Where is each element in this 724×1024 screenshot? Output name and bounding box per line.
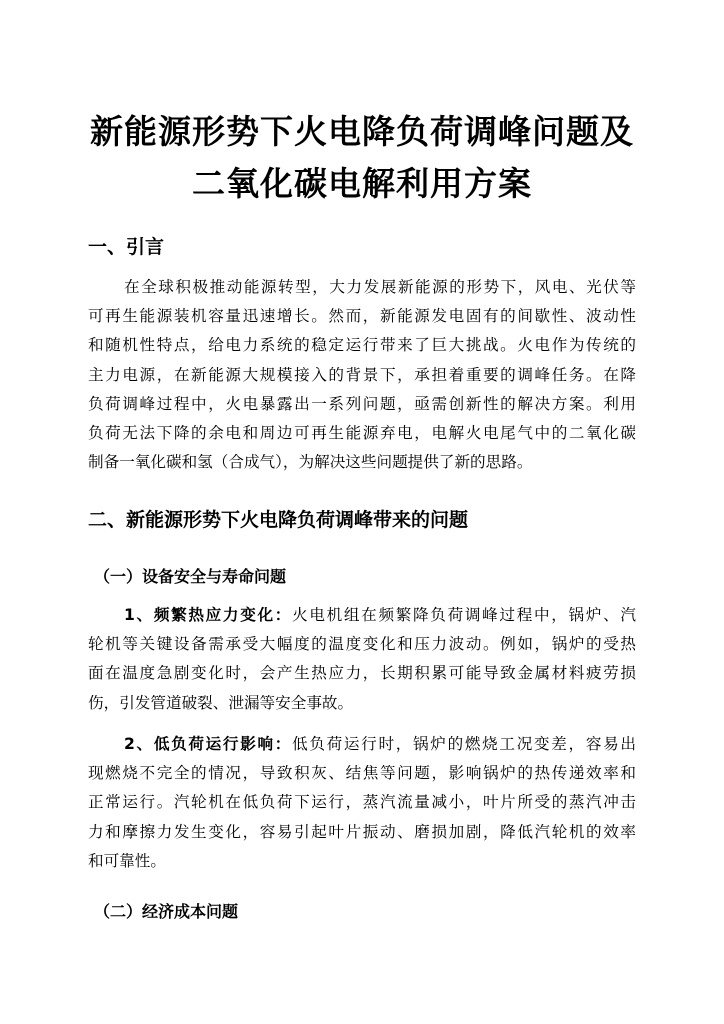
subsection-heading-equipment-safety: （一）设备安全与寿命问题 (94, 567, 287, 586)
document-title-line-2: 二氧化碳电解利用方案 (192, 164, 532, 203)
document-title-line-1: 新能源形势下火电降负荷调峰问题及 (90, 112, 634, 151)
item-low-load-paragraph (88, 730, 636, 876)
item-lead-label: 1、频繁热应力变化： (124, 606, 293, 624)
item-lead-rest: 火电机组在频繁降负荷调峰过程中，锅炉、汽 (292, 606, 636, 624)
introduction-paragraph (88, 273, 636, 477)
paragraph-line: 力和摩擦力发生变化，容易引起叶片振动、磨损加剧，降低汽轮机的效率 (88, 822, 636, 841)
paragraph-line: 正常运行。汽轮机在低负荷下运行，蒸汽流量减小，叶片所受的蒸汽冲击 (88, 793, 636, 812)
paragraph-line: 制备一氧化碳和氢（合成气），为解决这些问题提供了新的思路。 (88, 453, 533, 472)
paragraph-line: 主力电源，在新能源大规模接入的背景下，承担着重要的调峰任务。在降 (88, 365, 636, 384)
paragraph-line: 可再生能源装机容量迅速增长。然而，新能源发电固有的间歇性、波动性 (88, 307, 636, 326)
paragraph-line: 面在温度急剧变化时，会产生热应力，长期积累可能导致金属材料疲劳损 (88, 664, 636, 683)
section-heading-problems: 二、新能源形势下火电降负荷调峰带来的问题 (88, 509, 469, 531)
paragraph-line: 轮机等关键设备需承受大幅度的温度变化和压力波动。例如，锅炉的受热 (88, 635, 636, 654)
section-heading-introduction: 一、引言 (88, 236, 165, 258)
paragraph-line (88, 730, 636, 759)
item-thermal-stress-paragraph (88, 601, 636, 718)
paragraph-line: 现燃烧不完全的情况，导致积灰、结焦等问题，影响锅炉的热传递效率和 (88, 764, 636, 783)
item-lead-rest: 低负荷运行时，锅炉的燃烧工况变差，容易出 (292, 735, 636, 753)
item-lead-label: 2、低负荷运行影响： (124, 735, 293, 753)
paragraph-line: 负荷调峰过程中，火电暴露出一系列问题，亟需创新性的解决方案。利用 (88, 394, 636, 413)
paragraph-line: 负荷无法下降的余电和周边可再生能源弃电，电解火电尾气中的二氧化碳 (88, 424, 636, 443)
paragraph-line: 和可靠性。 (88, 851, 166, 870)
subsection-heading-economic-cost: （二）经济成本问题 (94, 902, 239, 921)
paragraph-line: 伤，引发管道破裂、泄漏等安全事故。 (88, 693, 354, 712)
paragraph-line: 在全球积极推动能源转型，大力发展新能源的形势下，风电、光伏等 (124, 278, 636, 296)
paragraph-line (88, 601, 636, 630)
paragraph-line: 和随机性特点，给电力系统的稳定运行带来了巨大挑战。火电作为传统的 (88, 336, 636, 355)
